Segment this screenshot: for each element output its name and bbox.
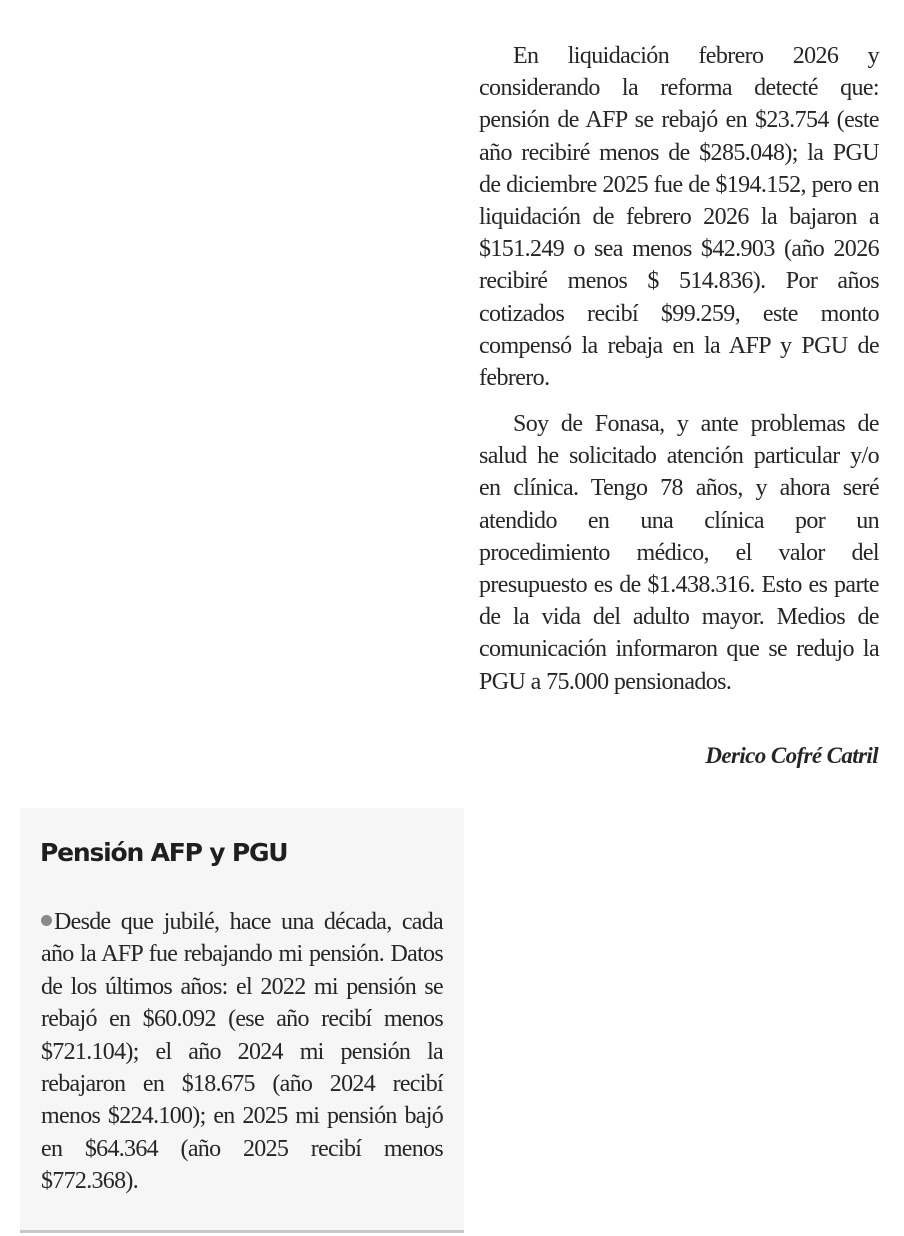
letter-headline: Pensión AFP y PGU bbox=[40, 838, 288, 867]
letter-paragraph-2-text: Soy de Fonasa, y ante problemas de salud he solicitado atención particular y/o en clínica. Tengo 78 años, y ahora seré atendido en una clínica por un procedimiento médico, el valor del presupuesto es de $1.438.316. Esto es parte de la vida del adulto mayor. Medios de comunicación informaron que se redujo la PGU a 75.000 pensionados. bbox=[479, 411, 879, 695]
author-signature: Derico Cofré Catril bbox=[705, 743, 878, 768]
letter-continuation-clipping bbox=[470, 30, 890, 790]
letter-start-clipping bbox=[20, 808, 464, 1233]
bullet-icon bbox=[41, 915, 52, 926]
letter-opening-paragraph bbox=[41, 906, 443, 1198]
letter-paragraph-1-text: En liquidación febrero 2026 y considerando la reforma detecté que: pensión de AFP se rebajó en $23.754 (este año recibiré menos de $285.048); la PGU de diciembre 2025 fue de $194.152, pero en liquidación de febrero 2026 la bajaron a $151.249 o sea menos $42.903 (año 2026 recibiré menos $ 514.836). Por años cotizados recibí $99.259, este monto compensó la rebaja en la AFP y PGU de febrero. bbox=[479, 43, 879, 392]
letter-paragraph-1 bbox=[479, 40, 879, 394]
letter-paragraph-2 bbox=[479, 408, 879, 698]
letter-opening-text: Desde que jubilé, hace una década, cada año la AFP fue rebajando mi pensión. Datos de los últimos años: el 2022 mi pensión se rebajó en $60.092 (ese año recibí menos $721.104); el año 2024 mi pensión la rebajaron en $18.675 (año 2024 recibí menos $224.100); en 2025 mi pensión bajó en $64.364 (año 2025 recibí menos $772.368). bbox=[41, 909, 443, 1195]
